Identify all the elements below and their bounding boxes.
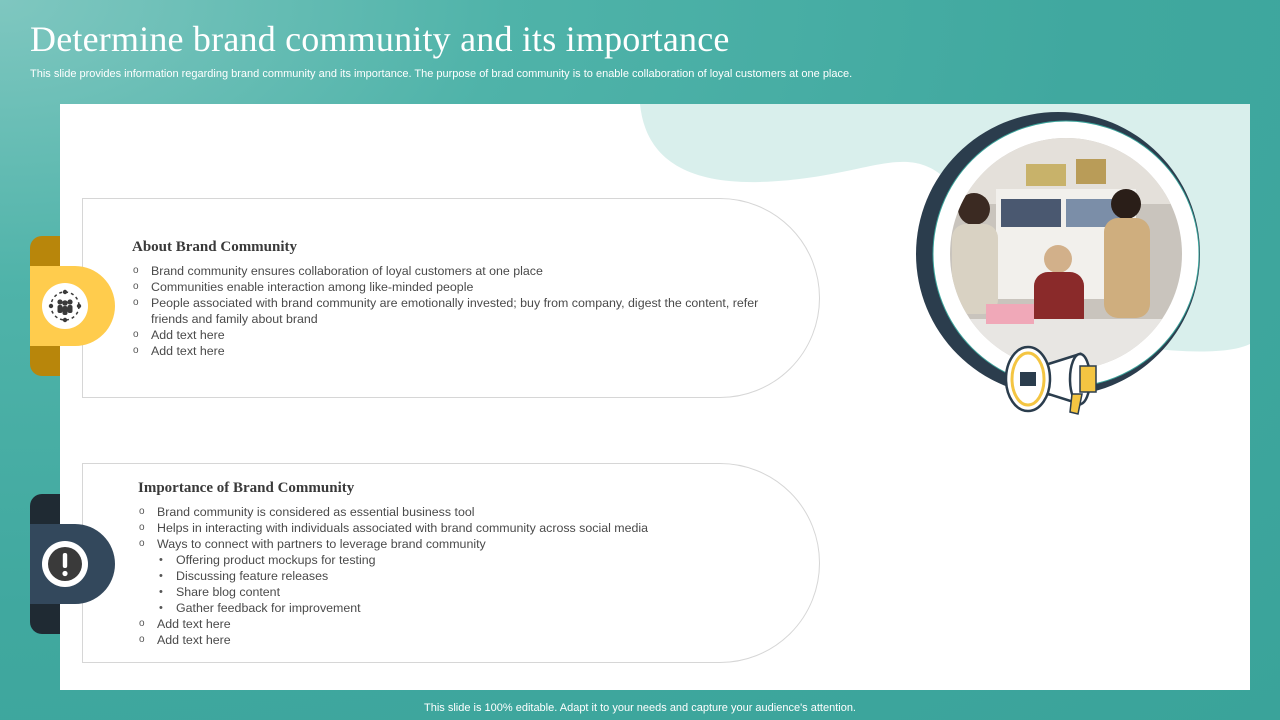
list-item: o Add text here	[133, 343, 783, 359]
list-subitem: • Discussing feature releases	[139, 568, 789, 584]
about-heading: About Brand Community	[132, 239, 298, 255]
slide-title: Determine brand community and its importance	[30, 19, 730, 59]
list-subitem: • Gather feedback for improvement	[139, 600, 789, 616]
list-item: o Add text here	[139, 632, 789, 648]
list-item: o Communities enable interaction among like-minded people	[133, 279, 783, 295]
community-network-icon	[42, 283, 88, 329]
list-item: o People associated with brand community are emotionally invested; buy from company, digest the content, refer friends and family about brand	[133, 295, 783, 327]
list-item: o Helps in interacting with individuals associated with brand community across social media	[139, 520, 789, 536]
list-subitem: • Share blog content	[139, 584, 789, 600]
team-photo-graphic	[60, 104, 1250, 690]
content-panel	[60, 104, 1250, 690]
list-item: o Brand community is considered as essential business tool	[139, 504, 789, 520]
list-subitem: • Offering product mockups for testing	[139, 552, 789, 568]
slide-subtitle: This slide provides information regarding brand community and its importance. The purpose of brad community is to enable collaboration of loyal customers at one place.	[30, 68, 853, 80]
list-item: o Brand community ensures collaboration of loyal customers at one place	[133, 263, 783, 279]
exclamation-icon	[42, 541, 88, 587]
importance-heading: Importance of Brand Community	[138, 480, 355, 496]
list-item: o Ways to connect with partners to leverage brand community	[139, 536, 789, 552]
list-item: o Add text here	[139, 616, 789, 632]
list-item: o Add text here	[133, 327, 783, 343]
slide-footer: This slide is 100% editable. Adapt it to your needs and capture your audience's attention.	[424, 702, 856, 714]
